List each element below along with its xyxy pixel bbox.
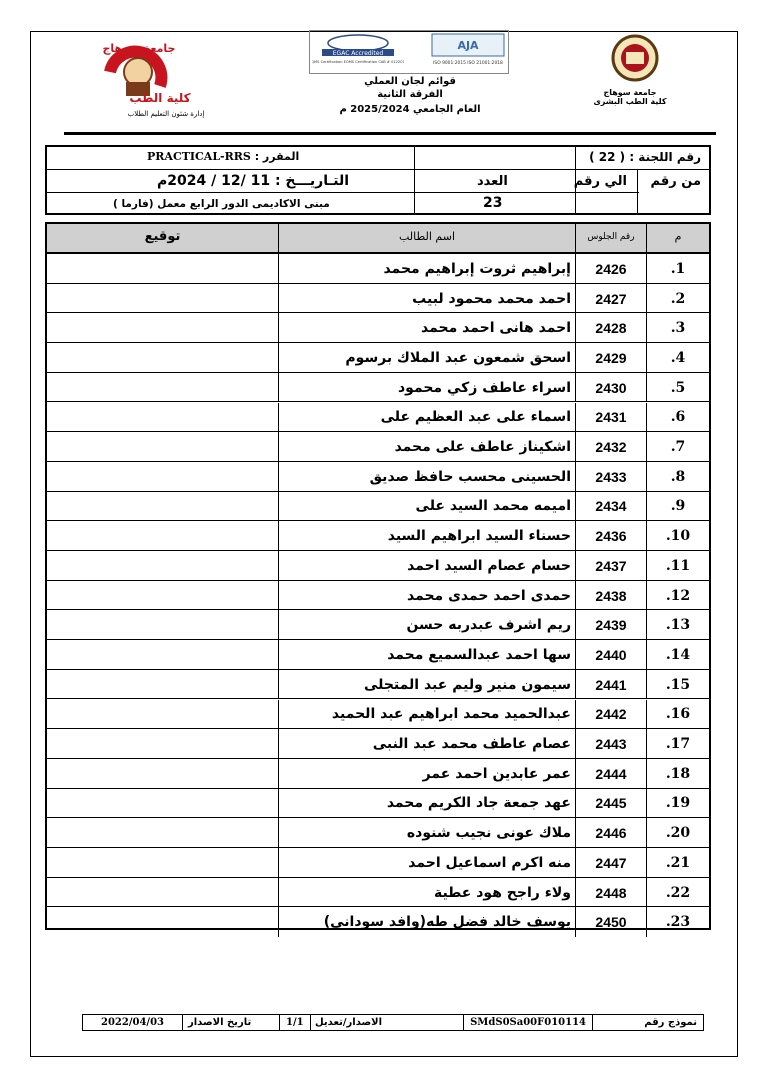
row-number: .12 [665,587,691,604]
col-line [575,492,576,522]
header-title-1: قوائم لجان العملي [364,76,456,87]
seat-number: 2433 [595,468,627,485]
dept-name: إدارة شئون التعليم الطلاب [127,110,205,118]
table-row [47,907,709,937]
student-name: اسحق شمعون عبد الملاك برسوم [345,349,571,366]
col-line [278,373,279,403]
col-line [575,432,576,462]
student-name: عهد جمعة جاد الكريم محمد [386,795,571,812]
student-name: عبدالحميد محمد ابراهيم عبد الحميد [331,706,571,723]
logo-text-top: جامعة سوهاج [102,42,176,55]
col-line [575,818,576,848]
col-line [575,521,576,551]
col-line [278,700,279,730]
signature-cell[interactable] [47,254,278,284]
table-row [47,551,709,581]
student-name: حسام عصام السيد احمد [407,557,571,574]
student-name: الحسينى محسب حافظ صديق [369,468,571,485]
table-row [47,313,709,343]
date-label: التـاريـــخ : [274,173,349,189]
table-row [47,432,709,462]
signature-cell[interactable] [47,640,278,670]
col-line [646,403,647,433]
row-number: .10 [665,528,691,545]
col-line [646,878,647,908]
col-line [575,343,576,373]
col-line [646,729,647,759]
header-name: اسم الطالب [398,230,456,243]
col-line [575,907,576,937]
seat-number: 2439 [595,617,627,634]
form-value: SMdS0Sa00F010114 [463,1015,593,1030]
table-row [47,818,709,848]
committee-value: ( 22 ) [589,150,626,164]
row-number: .6 [670,409,686,426]
seat-number: 2450 [595,914,627,931]
signature-cell[interactable] [47,343,278,373]
seat-number: 2442 [595,706,627,723]
seat-number: 2438 [595,587,627,604]
col-line [278,492,279,522]
student-name: يوسف خالد فضل طه(وافد سودانى) [323,914,571,931]
seat-number: 2445 [595,795,627,812]
col-line [646,640,647,670]
committee-label [589,150,701,164]
form-label: نموذج رقم [644,1017,697,1028]
seat-number: 2434 [595,498,627,515]
col-line [646,759,647,789]
info-hline [47,192,639,193]
course-value: PRACTICAL-RRS [147,150,251,163]
table-row [47,581,709,611]
col-line [646,551,647,581]
signature-cell[interactable] [47,462,278,492]
certification-badges [309,30,509,74]
header-title-3: العام الجامعي 2025/2024 م [339,104,481,115]
row-number: .19 [665,795,691,812]
row-number: .14 [665,646,691,663]
col-line [575,462,576,492]
date-field [157,173,349,189]
student-name: ملاك عونى نجيب شنوده [406,825,571,842]
col-line [278,670,279,700]
seat-number: 2436 [595,528,627,545]
signature-cell[interactable] [47,492,278,522]
table-row [47,670,709,700]
col-line [575,759,576,789]
egac-sub-text: QMS Certification EOMS Certification CAB # 012207 [312,60,404,64]
student-name: إبراهيم ثروت إبراهيم محمد [383,260,571,277]
row-number: .5 [670,379,686,396]
col-line [278,729,279,759]
seat-number: 2431 [595,409,627,426]
row-number: .11 [665,557,691,574]
aja-text: AJA [457,39,479,52]
seat-number: 2430 [595,379,627,396]
header-num: م [674,230,682,243]
student-name: ولاء راجح هود عطية [433,884,571,901]
col-line [575,254,576,284]
student-name: حمدى احمد حمدى محمد [406,587,571,604]
signature-cell[interactable] [47,729,278,759]
student-name: سها احمد عبدالسميع محمد [387,646,571,663]
signature-cell[interactable] [47,907,278,937]
col-line [646,492,647,522]
row-number: .16 [665,706,691,723]
info-hline [47,169,709,170]
col-line [278,610,279,640]
col-line [278,521,279,551]
col-line [646,907,647,937]
row-number: .21 [665,854,691,871]
table-row [47,254,709,284]
seat-number: 2443 [595,736,627,753]
row-number: .23 [665,914,691,931]
col-line [278,759,279,789]
version-value: 1/1 [279,1015,311,1030]
table-row [47,284,709,314]
course-label: المقرر : [254,150,300,163]
student-name: ريم اشرف عبدربه حسن [406,617,571,634]
date-value: 11 /12 / 2024م [157,173,271,189]
student-name: اسماء على عبد العظيم على [380,409,571,426]
col-line [278,432,279,462]
university-logo [604,32,666,86]
signature-cell[interactable] [47,789,278,819]
university-name: جامعة سوهاج [603,88,657,97]
row-number: .2 [670,290,686,307]
signature-cell[interactable] [47,432,278,462]
seat-number: 2444 [595,765,627,782]
seat-number: 2448 [595,884,627,901]
logo-text-bottom: كلية الطب [129,91,191,105]
table-row [47,789,709,819]
table-header [47,224,709,254]
col-line [646,432,647,462]
table-row [47,640,709,670]
table-row [47,521,709,551]
table-row [47,403,709,433]
row-number: .7 [670,439,686,456]
col-line [575,878,576,908]
signature-cell[interactable] [47,818,278,848]
col-line [278,254,279,284]
col-line [646,284,647,314]
col-line [646,521,647,551]
seat-number: 2447 [595,854,627,871]
col-line [278,640,279,670]
col-line [575,313,576,343]
signature-cell[interactable] [47,313,278,343]
signature-cell[interactable] [47,670,278,700]
document-footer [82,1014,704,1031]
row-number: .8 [670,468,686,485]
col-line [278,551,279,581]
seat-number: 2429 [595,349,627,366]
egac-text: EGAC Accredited [332,50,384,57]
signature-cell[interactable] [47,610,278,640]
table-row [47,610,709,640]
table-row [47,492,709,522]
signature-cell[interactable] [47,581,278,611]
student-name: اسراء عاطف زكي محمود [397,379,571,396]
table-row [47,462,709,492]
table-row [47,729,709,759]
row-number: .13 [665,617,691,634]
col-line [575,284,576,314]
egac-badge [312,33,404,71]
info-vline [637,169,638,213]
faculty-logo [80,38,198,106]
col-line [646,848,647,878]
student-name: احمد هانى احمد محمد [421,320,571,337]
row-number: .17 [665,736,691,753]
col-line [646,313,647,343]
seat-number: 2426 [595,260,627,277]
col-line [278,818,279,848]
seat-number: 2440 [595,646,627,663]
signature-cell[interactable] [47,878,278,908]
col-line [646,462,647,492]
aja-badge [430,33,506,71]
col-line [575,640,576,670]
table-row [47,373,709,403]
seat-number: 2441 [595,676,627,693]
committee-info-table [45,145,711,215]
students-table [45,222,711,930]
seat-number: 2428 [595,320,627,337]
col-line [278,403,279,433]
student-name: منه اكرم اسماعيل احمد [408,854,571,871]
col-line [575,373,576,403]
col-line [646,818,647,848]
header-seat: رقم الجلوس [587,232,635,242]
header-title-2: الفرقة الثانية [377,89,443,100]
row-number: .15 [665,676,691,693]
student-name: احمد محمد محمود لبيب [412,290,571,307]
seat-number: 2427 [595,290,627,307]
header-signature: توقيع [144,229,181,244]
col-line [646,610,647,640]
col-line [278,789,279,819]
col-line [575,848,576,878]
col-line [575,551,576,581]
signature-cell[interactable] [47,284,278,314]
student-name: عمر عابدين احمد عمر [422,765,571,782]
table-row [47,700,709,730]
student-name: اميمه محمد السيد على [415,498,571,515]
col-line [575,670,576,700]
col-line [646,700,647,730]
signature-cell[interactable] [47,373,278,403]
student-name: حسناء السيد ابراهيم السيد [387,528,571,545]
col-line [278,907,279,937]
from-label: من رقم [650,174,701,189]
table-row [47,878,709,908]
table-row [47,343,709,373]
col-line [646,254,647,284]
signature-cell[interactable] [47,759,278,789]
signature-cell[interactable] [47,551,278,581]
row-number: .20 [665,825,691,842]
row-number: .3 [670,320,686,337]
info-vline [414,147,415,213]
col-line [575,789,576,819]
to-label: الي رقم [573,174,627,189]
table-row [47,759,709,789]
version-label: الاصدار/تعديل [315,1017,383,1028]
col-line [575,403,576,433]
student-name: عصام عاطف محمد عبد النبى [372,736,571,753]
committee-label-text: رقم اللجنة : [629,150,701,164]
col-line [278,581,279,611]
col-line [278,848,279,878]
row-number: .18 [665,765,691,782]
col-line [575,700,576,730]
table-row [47,848,709,878]
row-number: .9 [670,498,686,515]
signature-cell[interactable] [47,521,278,551]
student-name: اشكيناز عاطف على محمد [394,439,571,456]
course-field [147,150,299,163]
aja-sub-text: ISO 9001:2015 ISO 21001:2018 [433,61,503,66]
col-line [278,284,279,314]
row-number: .4 [670,349,686,366]
col-line [575,610,576,640]
signature-cell[interactable] [47,700,278,730]
signature-cell[interactable] [47,403,278,433]
col-line [646,789,647,819]
col-line [278,878,279,908]
col-line [575,729,576,759]
row-number: .22 [665,884,691,901]
col-line [646,373,647,403]
faculty-name: كلية الطب البشرى [593,97,667,106]
col-line [575,581,576,611]
student-name: سيمون منير وليم عبد المتجلى [363,676,571,693]
header-divider [64,132,716,135]
seat-number: 2446 [595,825,627,842]
col-line [646,343,647,373]
col-line [278,462,279,492]
seat-number: 2432 [595,439,627,456]
issue-date-label: تاريخ الاصدار [188,1017,252,1028]
signature-cell[interactable] [47,848,278,878]
col-line [278,343,279,373]
col-line [278,313,279,343]
count-value: 23 [483,195,503,211]
col-line [646,670,647,700]
count-label: العدد [477,174,508,189]
issue-date-value: 2022/04/03 [83,1015,183,1030]
location: مبنى الاكاديمى الدور الرابع معمل (فارما ) [113,198,330,210]
col-line [646,581,647,611]
row-number: .1 [670,260,686,277]
seat-number: 2437 [595,557,627,574]
